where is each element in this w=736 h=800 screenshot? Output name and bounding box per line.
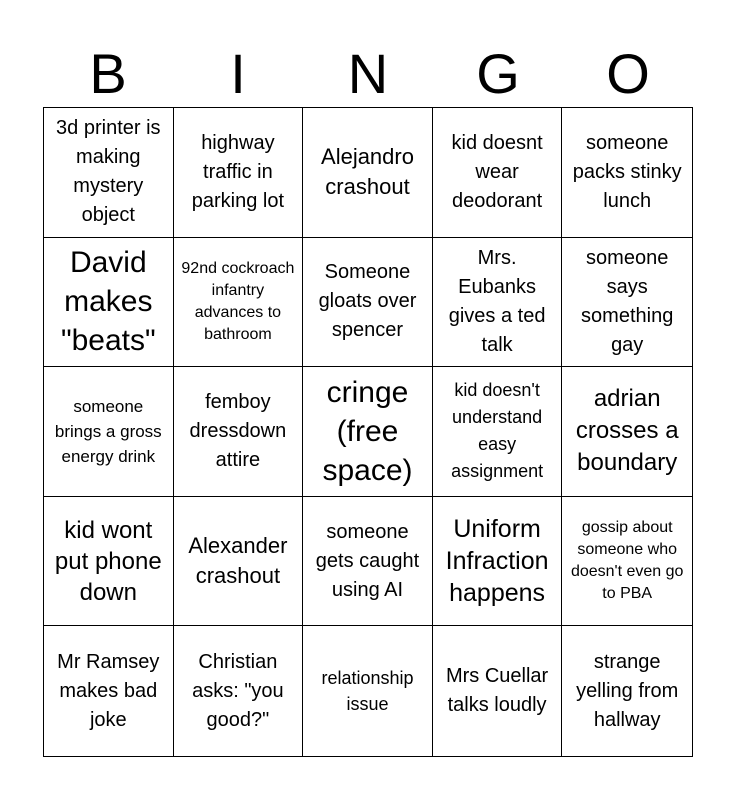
cell-text: David makes "beats": [60, 246, 156, 358]
cell-text: femboy dressdown attire: [189, 390, 287, 471]
cell-text: 92nd cockroach infantry advances to bathroom: [181, 259, 295, 343]
bingo-cell-r3-c5[interactable]: [562, 367, 692, 497]
bingo-cell-r5-c5[interactable]: [562, 626, 692, 756]
cell-text: Uniform Infraction happens: [445, 515, 549, 608]
cell-text: kid doesnt wear deodorant: [451, 131, 543, 212]
bingo-cell-r1-c1[interactable]: [44, 108, 174, 238]
bingo-cell-r2-c1[interactable]: [44, 238, 174, 368]
bingo-cell-r2-c3[interactable]: [303, 238, 433, 368]
bingo-cell-r1-c2[interactable]: [174, 108, 304, 238]
bingo-cell-r5-c1[interactable]: [44, 626, 174, 756]
cell-text: strange yelling from hallway: [576, 650, 679, 731]
cell-text: Alejandro crashout: [321, 144, 414, 200]
cell-text: highway traffic in parking lot: [191, 131, 285, 212]
bingo-board: [43, 107, 693, 757]
header-letter-g: G: [476, 42, 520, 105]
bingo-cell-r5-c3[interactable]: [303, 626, 433, 756]
cell-text: someone packs stinky lunch: [572, 131, 682, 212]
bingo-cell-r2-c4[interactable]: [433, 238, 563, 368]
bingo-cell-r4-c4[interactable]: [433, 497, 563, 627]
cell-text: Mrs Cuellar talks loudly: [445, 665, 549, 717]
header-letter-i: I: [230, 42, 246, 105]
cell-text: adrian crosses a boundary: [575, 385, 679, 477]
cell-text: 3d printer is making mystery object: [56, 117, 161, 227]
header-letter-n: N: [347, 42, 389, 105]
bingo-header: [43, 40, 693, 108]
bingo-cell-free-space[interactable]: [303, 367, 433, 497]
header-letter-o: O: [606, 42, 650, 105]
bingo-cell-r2-c2[interactable]: [174, 238, 304, 368]
cell-text: cringe (free space): [322, 375, 413, 487]
header-letter-b: B: [89, 42, 127, 105]
cell-text: kid wont put phone down: [54, 516, 162, 606]
bingo-cell-r4-c5[interactable]: [562, 497, 692, 627]
bingo-cell-r5-c2[interactable]: [174, 626, 304, 756]
bingo-cell-r2-c5[interactable]: [562, 238, 692, 368]
bingo-cell-r3-c1[interactable]: [44, 367, 174, 497]
cell-text: someone brings a gross energy drink: [54, 396, 162, 466]
bingo-cell-r1-c4[interactable]: [433, 108, 563, 238]
cell-text: kid doesn't understand easy assignment: [451, 380, 544, 482]
bingo-cell-r1-c3[interactable]: [303, 108, 433, 238]
bingo-cell-r5-c4[interactable]: [433, 626, 563, 756]
bingo-cell-r3-c4[interactable]: [433, 367, 563, 497]
bingo-cell-r3-c2[interactable]: [174, 367, 304, 497]
cell-text: Mrs. Eubanks gives a ted talk: [448, 246, 546, 356]
cell-text: Alexander crashout: [188, 533, 288, 589]
bingo-cell-r1-c5[interactable]: [562, 108, 692, 238]
cell-text: Mr Ramsey makes bad joke: [57, 650, 160, 731]
cell-text: Someone gloats over spencer: [318, 261, 417, 342]
bingo-cell-r4-c2[interactable]: [174, 497, 304, 627]
cell-text: relationship issue: [321, 668, 414, 715]
bingo-cell-r4-c3[interactable]: [303, 497, 433, 627]
cell-text: gossip about someone who doesn't even go to PBA: [570, 519, 684, 603]
bingo-cell-r4-c1[interactable]: [44, 497, 174, 627]
cell-text: someone gets caught using AI: [315, 520, 420, 601]
cell-text: someone says something gay: [581, 246, 674, 356]
cell-text: Christian asks: "you good?": [192, 650, 284, 731]
